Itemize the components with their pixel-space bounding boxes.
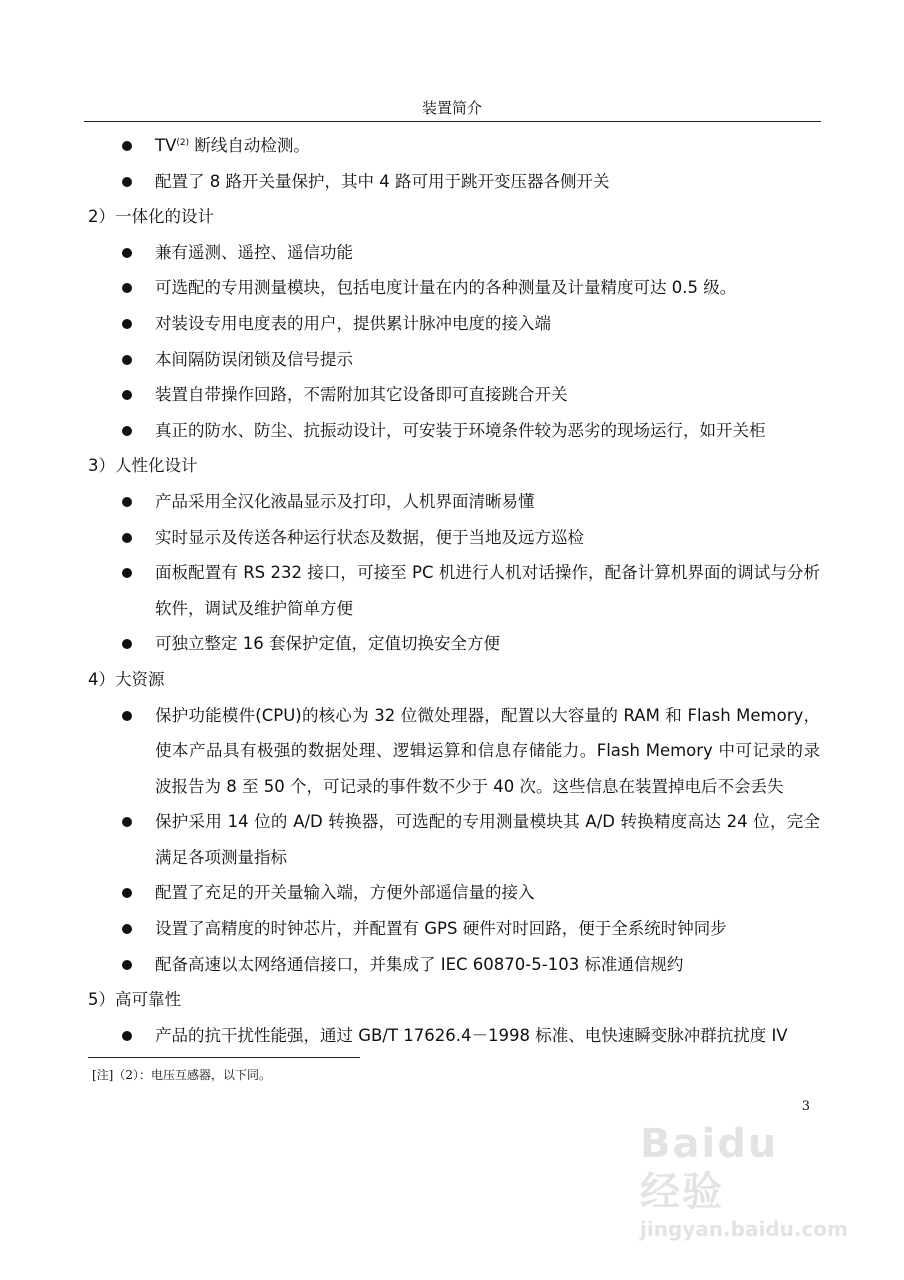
list-item	[88, 235, 820, 271]
header-rule	[84, 121, 821, 122]
section-heading: 4）大资源	[88, 669, 165, 689]
list-item	[88, 1018, 820, 1054]
footnote-rule	[88, 1057, 360, 1058]
bullet-icon	[122, 711, 132, 721]
list-item-text: 实时显示及传送各种运行状态及数据，便于当地及远方巡检	[155, 527, 584, 547]
list-item-text: 保护功能模件(CPU)的核心为 32 位微处理器，配置以大容量的 RAM 和 Flash Memory，使本产品具有极强的数据处理、逻辑运算和信息存储能力。Flash Memory 中可记录的录波报告为 8 至 50 个，可记录的事件数不少于 40 次。这些信息在装置掉电后不会丢失	[155, 705, 820, 796]
list-item-text: 真正的防水、防尘、抗振动设计，可安装于环境条件较为恶劣的现场运行，如开关柜	[155, 420, 766, 440]
list-item	[88, 128, 820, 164]
bullet-icon	[122, 568, 132, 578]
list-item	[88, 698, 820, 805]
list-item	[88, 164, 820, 200]
baidu-watermark	[640, 1120, 848, 1242]
list-item-text: 设置了高精度的时钟芯片，并配置有 GPS 硬件对时回路，便于全系统时钟同步	[155, 919, 727, 939]
list-item-text: 保护采用 14 位的 A/D 转换器，可选配的专用测量模块其 A/D 转换精度高达 24 位，完全满足各项测量指标	[155, 812, 820, 867]
bullet-icon	[122, 177, 132, 187]
list-item-text: 面板配置有 RS 232 接口，可接至 PC 机进行人机对话操作，配备计算机界面的调试与分析软件，调试及维护简单方便	[155, 563, 820, 618]
section-heading: 2）一体化的设计	[88, 207, 214, 227]
list-item	[88, 270, 820, 306]
list-item-text: TV	[155, 136, 177, 155]
list-item-text: 兼有遥测、遥控、遥信功能	[155, 242, 353, 262]
bullet-icon	[122, 924, 132, 934]
bullet-icon	[122, 141, 132, 151]
section-heading: 3）人性化设计	[88, 456, 198, 476]
bullet-icon	[122, 817, 132, 827]
page-flow	[88, 128, 848, 1242]
list-item	[88, 911, 820, 947]
bullet-icon	[122, 888, 132, 898]
list-item-text: 可独立整定 16 套保护定值，定值切换安全方便	[155, 634, 500, 654]
footnote-ref: (2)	[176, 138, 190, 148]
page-header: 装置简介	[421, 99, 482, 117]
watermark-url: jingyan.baidu.com	[640, 1217, 848, 1242]
list-item-text: 断线自动检测。	[189, 136, 310, 155]
list-item-text: 本间隔防误闭锁及信号提示	[155, 349, 353, 369]
list-item	[88, 520, 820, 556]
bullet-icon	[122, 639, 132, 649]
bullet-icon	[122, 1031, 132, 1041]
footnote: [注]（2）：电压互感器，以下同。	[92, 1068, 271, 1083]
list-item	[88, 306, 820, 342]
list-item-text: 配置了充足的开关量输入端，方便外部遥信量的接入	[155, 883, 535, 903]
bullet-icon	[122, 283, 132, 293]
list-item-text: 产品采用全汉化液晶显示及打印，人机界面清晰易懂	[155, 491, 535, 511]
section-heading: 5）高可靠性	[88, 990, 181, 1010]
list-item-text: 可选配的专用测量模块，包括电度计量在内的各种测量及计量精度可达 0.5 级。	[155, 278, 737, 298]
list-item-text: 产品的抗干扰性能强，通过 GB/T 17626.4－1998 标准、电快速瞬变脉冲群抗扰度 IV	[155, 1025, 788, 1045]
list-item	[88, 555, 820, 626]
document-body	[88, 128, 820, 1053]
bullet-icon	[122, 533, 132, 543]
bullet-icon	[122, 319, 132, 329]
bullet-icon	[122, 355, 132, 365]
bullet-icon	[122, 960, 132, 970]
list-item	[88, 626, 820, 662]
list-item-text: 装置自带操作回路，不需附加其它设备即可直接跳合开关	[155, 385, 568, 405]
list-item-text: 对装设专用电度表的用户，提供累计脉冲电度的接入端	[155, 313, 551, 333]
bullet-icon	[122, 390, 132, 400]
page-number: 3	[801, 1099, 810, 1115]
list-item	[88, 484, 820, 520]
list-item	[88, 947, 820, 983]
watermark-brand: Baidu经验	[640, 1121, 779, 1216]
list-item	[88, 804, 820, 875]
list-item	[88, 342, 820, 378]
bullet-icon	[122, 248, 132, 258]
bullet-icon	[122, 497, 132, 507]
list-item-text: 配置了 8 路开关量保护，其中 4 路可用于跳开变压器各侧开关	[155, 171, 610, 191]
list-item	[88, 377, 820, 413]
list-item	[88, 875, 820, 911]
list-item	[88, 413, 820, 449]
list-item-text: 配备高速以太网络通信接口，并集成了 IEC 60870-5-103 标准通信规约	[155, 954, 684, 974]
bullet-icon	[122, 426, 132, 436]
